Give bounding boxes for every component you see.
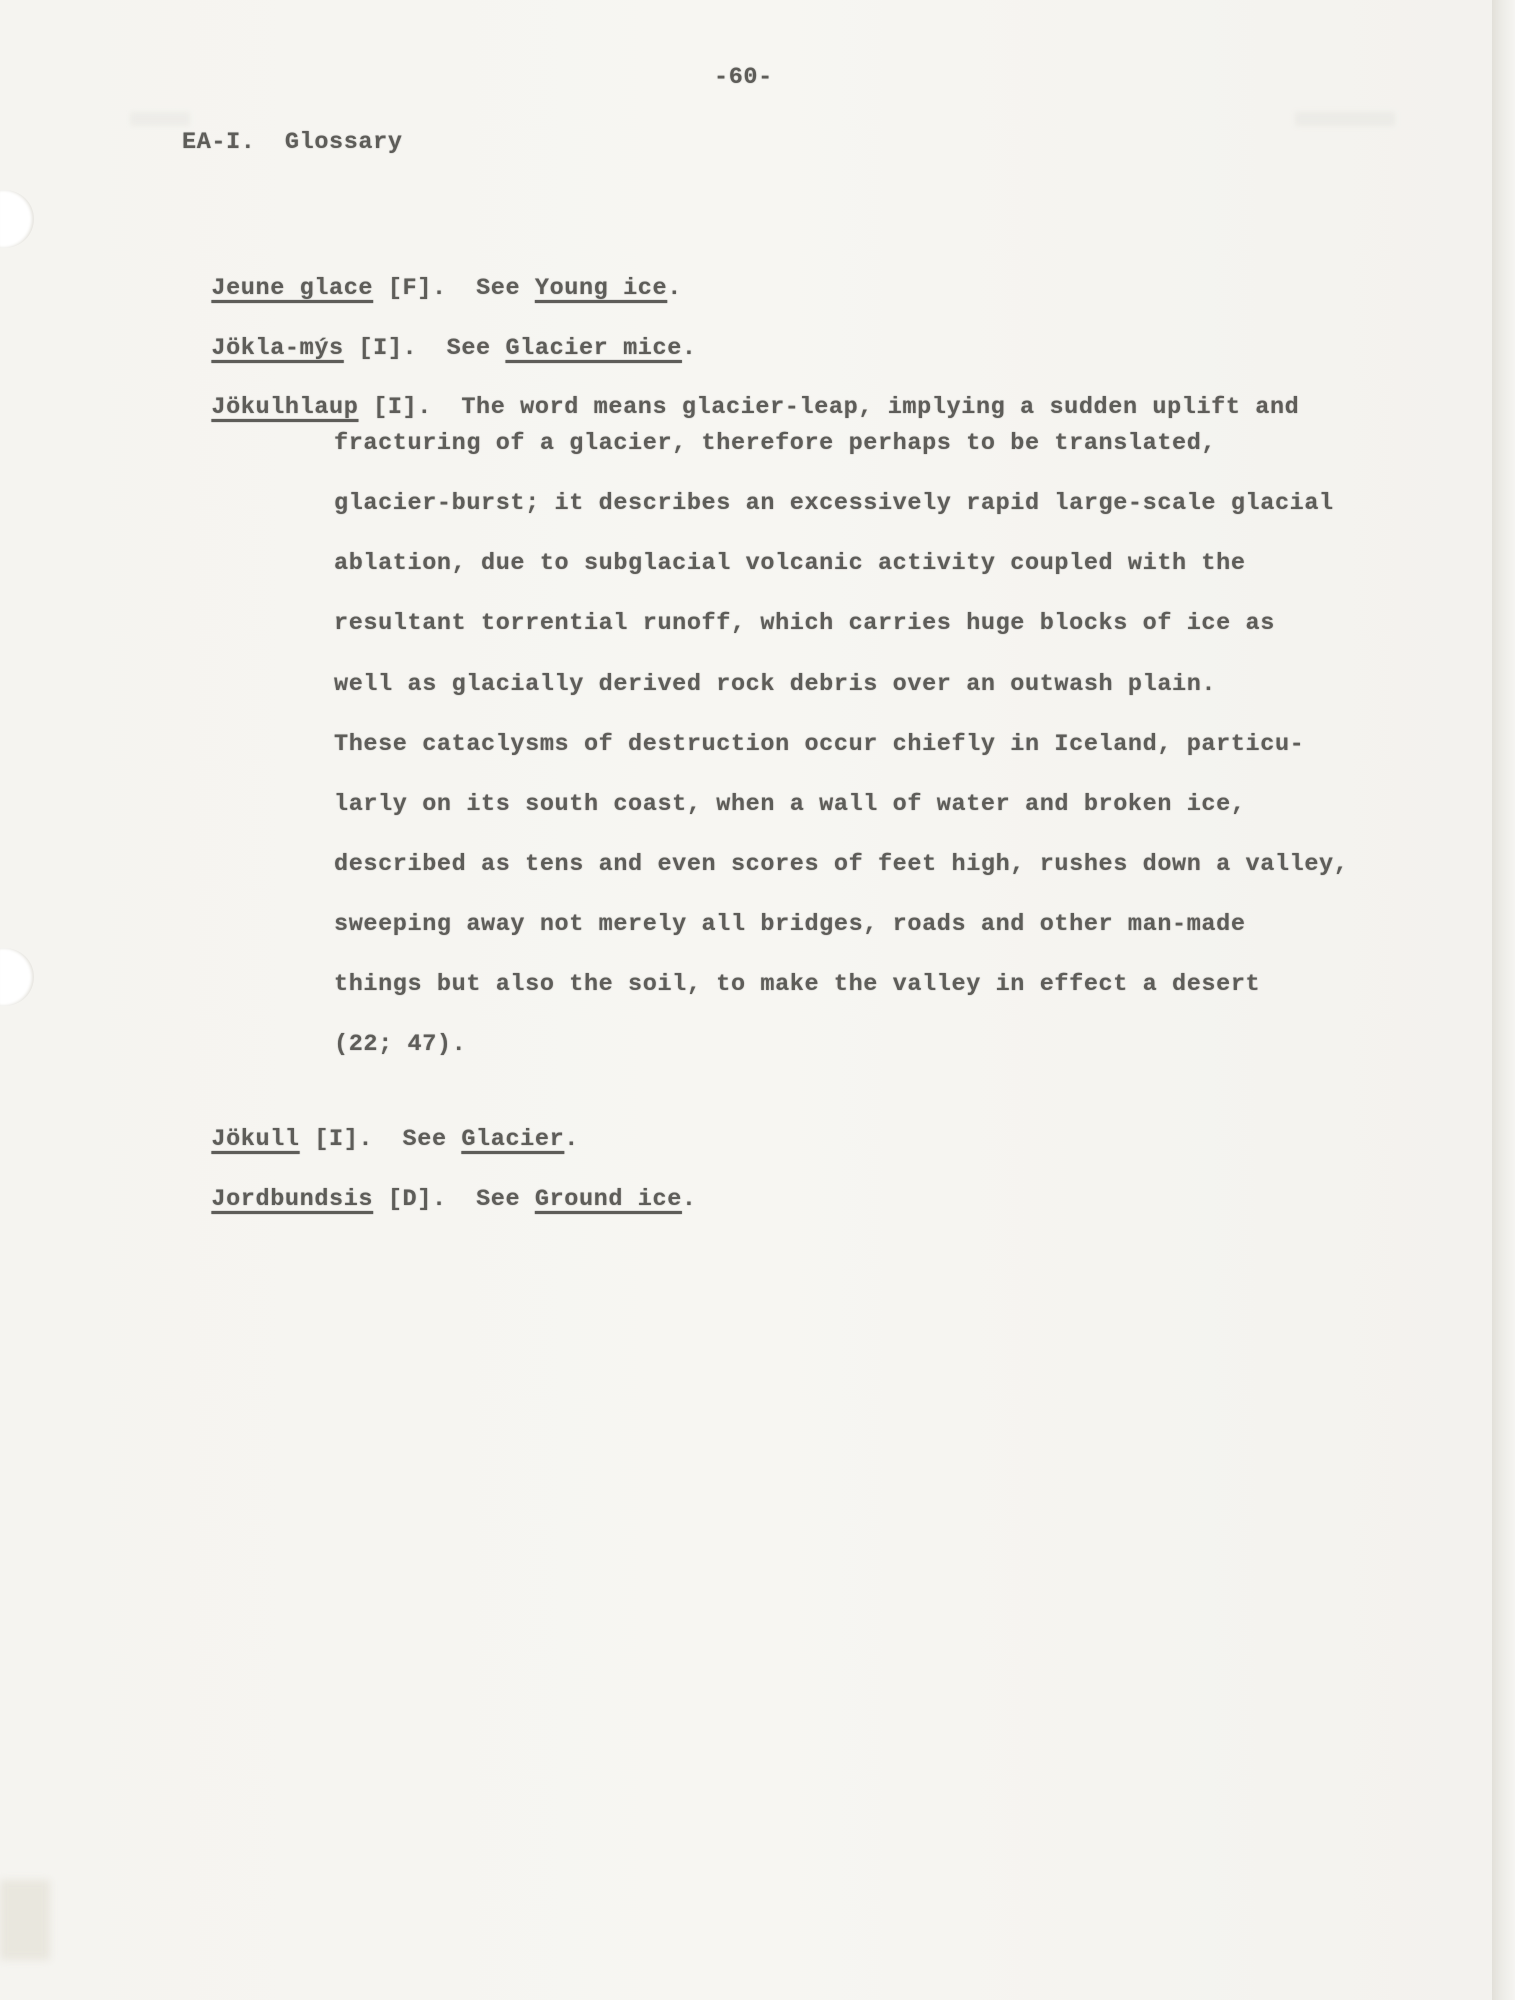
entry-end-punct: . [667,274,682,302]
see-label: See [476,274,521,302]
cross-reference-term: Glacier [461,1125,565,1153]
section-header: EA-I. Glossary [182,129,403,156]
cross-reference-term: Glacier mice [505,334,682,362]
glossary-entry [182,253,682,300]
show-through-smudge [1295,112,1395,126]
glossary-entry [182,313,697,360]
entry-end-punct: . [681,1185,697,1213]
glossary-entry [182,1164,697,1211]
glossary-entry [182,1104,579,1151]
definition-line: described as tens and even scores of feet high, rushes down a valley, [334,851,1349,878]
definition-line: (22; 47). [334,1031,467,1058]
show-through-smudge [130,112,190,126]
entry-end-punct: . [681,334,697,362]
cross-reference-term: Young ice [534,274,668,302]
entry-language: [I]. [373,393,432,421]
see-label: See [446,334,491,362]
see-label: See [402,1125,447,1153]
corner-stain [0,1880,50,1960]
page-number: -60- [714,64,773,91]
entry-term: Jökla-mýs [211,334,344,362]
entry-language: [D]. [387,1185,447,1213]
see-label: See [476,1185,521,1213]
definition-line: fracturing of a glacier, therefore perhaps to be translated, [334,430,1217,457]
definition-line: ablation, due to subglacial volcanic activity coupled with the [334,550,1246,577]
definition-line: sweeping away not merely all bridges, roads and other man-made [334,911,1246,938]
definition-line: larly on its south coast, when a wall of water and broken ice, [334,791,1246,818]
definition-line: glacier-burst; it describes an excessively rapid large-scale glacial [334,490,1334,517]
definition-first-line: The word means glacier-leap, implying a sudden uplift and [461,393,1300,421]
entry-language: [I]. [314,1125,374,1153]
definition-line: things but also the soil, to make the valley in effect a desert [334,971,1261,998]
definition-line: resultant torrential runoff, which carries huge blocks of ice as [334,610,1275,637]
entry-end-punct: . [564,1125,579,1153]
entry-language: [F]. [387,274,447,302]
glossary-entry [182,372,1299,419]
cross-reference-term: Ground ice [534,1185,682,1213]
paper-edge-shadow [1492,0,1515,2000]
definition-line: well as glacially derived rock debris over an outwash plain. [334,671,1217,698]
entry-language: [I]. [358,334,418,362]
definition-line: These cataclysms of destruction occur chiefly in Iceland, particu- [334,731,1305,758]
entry-term: Jeune glace [211,274,374,302]
entry-term: Jökulhlaup [211,393,359,421]
entry-term: Jordbundsis [211,1185,374,1213]
entry-term: Jökull [211,1125,300,1153]
